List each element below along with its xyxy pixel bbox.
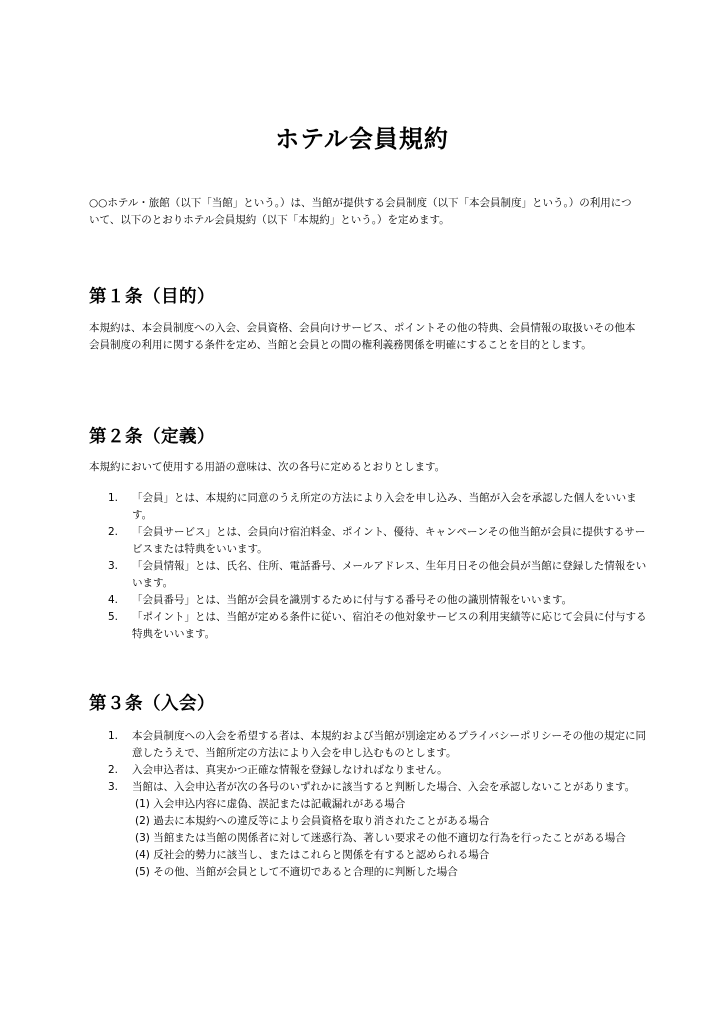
item-number: 3. (108, 781, 119, 793)
item-text: 「会員番号」とは、当館が会員を識別するために付与する番号その他の識別情報をいいます。 (132, 594, 573, 606)
list-item (89, 524, 649, 558)
item-text: 「会員」とは、本規約に同意のうえ所定の方法により入会を申し込み、当館が入会を承認した個人をいいます。 (132, 492, 637, 521)
item-text: 当館は、入会申込者が次の各号のいずれかに該当すると判断した場合、入会を承認しないことがあります。 (132, 781, 636, 793)
item-number: 2. (108, 764, 119, 776)
item-text: 入会申込者は、真実かつ正確な情報を登録しなければなりません。 (132, 764, 448, 776)
sub-list-item: (2) 過去に本規約への違反等により会員資格を取り消されたことがある場合 (135, 815, 490, 827)
article1-heading: 第１条（目的） (89, 287, 215, 307)
item-text: 本会員制度への入会を希望する者は、本規約および当館が別途定めるプライバシーポリシーその他の規定に同意したうえで、当館所定の方法により入会を申し込むものとします。 (132, 730, 646, 759)
item-number: 2. (108, 526, 119, 538)
sub-list-item: (1) 入会申込内容に虚偽、誤記または記載漏れがある場合 (135, 798, 406, 810)
article2-definition-list (89, 490, 649, 643)
item-number: 4. (108, 594, 119, 606)
article3-heading: 第３条（入会） (89, 694, 215, 714)
list-item (89, 592, 649, 609)
sub-list-item: (5) その他、当館が会員として不適切であると合理的に判断した場合 (135, 866, 458, 878)
item-text: 「ポイント」とは、当館が定める条件に従い、宿泊その他対象サービスの利用実績等に応じて会員に付与する特典をいいます。 (132, 611, 647, 640)
document-title: ホテル会員規約 (275, 125, 449, 153)
item-text: 「会員サービス」とは、会員向け宿泊料金、ポイント、優待、キャンペーンその他当館が会員に提供するサービスまたは特典をいいます。 (132, 526, 646, 555)
intro-paragraph: ○○ホテル・旅館（以下「当館」という。）は、当館が提供する会員制度（以下「本会員制度」という。）の利用について、以下のとおりホテル会員規約（以下「本規約」という。）を定めます。 (89, 197, 632, 226)
list-item (89, 762, 649, 779)
item-number: 5. (108, 611, 119, 623)
sub-list-item: (4) 反社会的勢力に該当し、またはこれらと関係を有すると認められる場合 (135, 849, 490, 861)
list-item (89, 490, 649, 524)
article3-sub-list (132, 796, 649, 881)
article2-text: 本規約において使用する用語の意味は、次の各号に定めるとおりとします。 (89, 461, 446, 473)
list-item (89, 779, 649, 881)
item-text: 「会員情報」とは、氏名、住所、電話番号、メールアドレス、生年月日その他会員が当館に登録した情報をいいます。 (132, 560, 647, 589)
article1-text: 本規約は、本会員制度への入会、会員資格、会員向けサービス、ポイントその他の特典、会員情報の取扱いその他本会員制度の利用に関する条件を定め、当館と会員との間の権利義務関係を明確にすることを目的とします。 (89, 322, 636, 351)
article3-list (89, 728, 649, 881)
article2-heading: 第２条（定義） (89, 427, 215, 447)
list-item (89, 558, 649, 592)
list-item (89, 728, 649, 762)
item-number: 3. (108, 560, 119, 572)
list-item (89, 609, 649, 643)
item-number: 1. (108, 730, 119, 742)
sub-list-item: (3) 当館または当館の関係者に対して迷惑行為、著しい要求その他不適切な行為を行ったことがある場合 (135, 832, 626, 844)
item-number: 1. (108, 492, 119, 504)
